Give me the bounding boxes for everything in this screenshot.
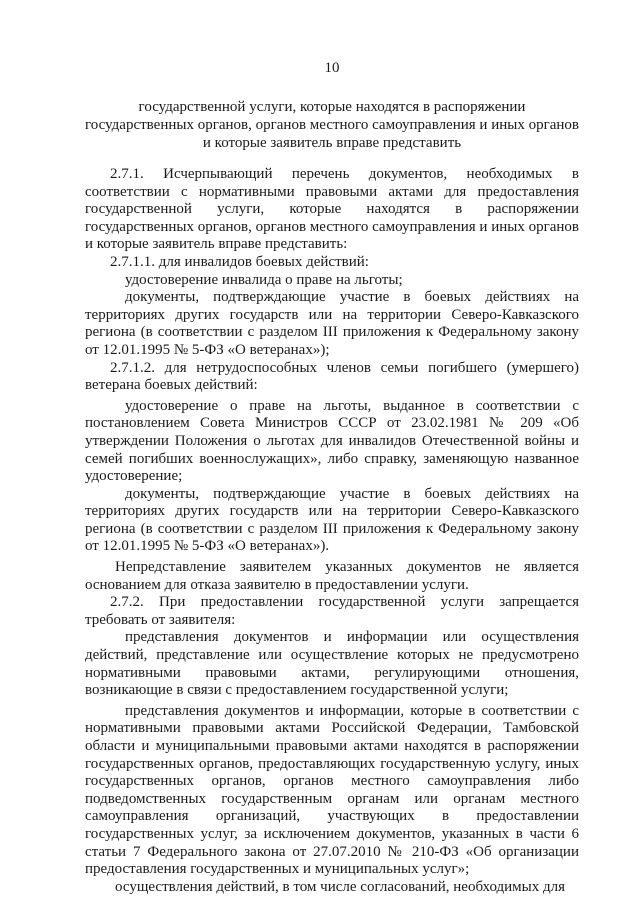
paragraph-non-submission: Непредставление заявителем указанных документов не является основанием для отказа заявителю в предоставлении услуги. [85, 559, 579, 593]
section-heading: государственной услуги, которые находятся в распоряжении государственных органов, органов местного самоуправления и иных органов и которые заявитель вправе представить [85, 99, 580, 151]
paragraph-prohibited-requirement-2: представления документов и информации, которые в соответствии с нормативными правовыми актами Российской Федерации, Тамбовской области и муниципальными правовыми актами находятся в распоряжении государственных органов, предоставляющих государственную услугу, иных государственных органов, органов местного самоуправления либо подведомственных государственным органам или органам местного самоуправления организаций, участвующих в предоставлении государственных услуг, за исключением документов, указанных в части 6 статьи 7 Федерального закона от 27.07.2010 № 210-ФЗ «Об организации предоставления государственных и муниципальных услуг»; [85, 702, 579, 878]
paragraph-2-7-1: 2.7.1. Исчерпывающий перечень документов, необходимых в соответствии с нормативными правовыми актами для предоставления государственной услуги, которые находятся в распоряжении государственных органов, органов местного самоуправления и иных органов и которые заявитель вправе представить: [85, 166, 580, 253]
paragraph-prohibited-requirement-3: осуществления действий, в том числе согласований, необходимых для [115, 878, 566, 895]
paragraph-2-7-1-2: 2.7.1.2. для нетрудоспособных членов семьи погибшего (умершего) ветерана боевых действий: [85, 359, 579, 394]
paragraph-2-7-1-1: 2.7.1.1. для инвалидов боевых действий: [110, 253, 369, 270]
paragraph-benefits-certificate: удостоверение о праве на льготы, выданное в соответствии с постановлением Совета Министров СССР от 23.02.1981 № 209 «Об утверждении Положения о льготах для инвалидов Отечественной войны и семей погибших военнослужащих», либо справку, заменяющую названное удостоверение; [85, 397, 579, 485]
page-number: 10 [324, 60, 340, 76]
paragraph-2-7-2: 2.7.2. При предоставлении государственной услуги запрещается требовать от заявителя: [85, 594, 579, 628]
paragraph-prohibited-requirement-1: представления документов и информации или осуществления действий, представление или осуществление которых не предусмотрено нормативными правовыми актами, регулирующими отношения, возникающие в связи с предоставлением государственной услуги; [85, 629, 579, 699]
paragraph-invalid-certificate: удостоверение инвалида о праве на льготы; [125, 271, 403, 288]
document-body [85, 166, 579, 896]
paragraph-combat-documents: документы, подтверждающие участие в боевых действиях на территориях других государств или на территории Северо-Кавказского региона (в соответствии с разделом III приложения к Федеральному закону от 12.01.1995 № 5-ФЗ «О ветеранах»); [85, 289, 579, 358]
paragraph-combat-documents-family: документы, подтверждающие участие в боевых действиях на территориях других государств или на территории Северо-Кавказского региона (в соответствии с разделом III приложения к Федеральному закону от 12.01.1995 № 5-ФЗ «О ветеранах»). [85, 485, 579, 555]
